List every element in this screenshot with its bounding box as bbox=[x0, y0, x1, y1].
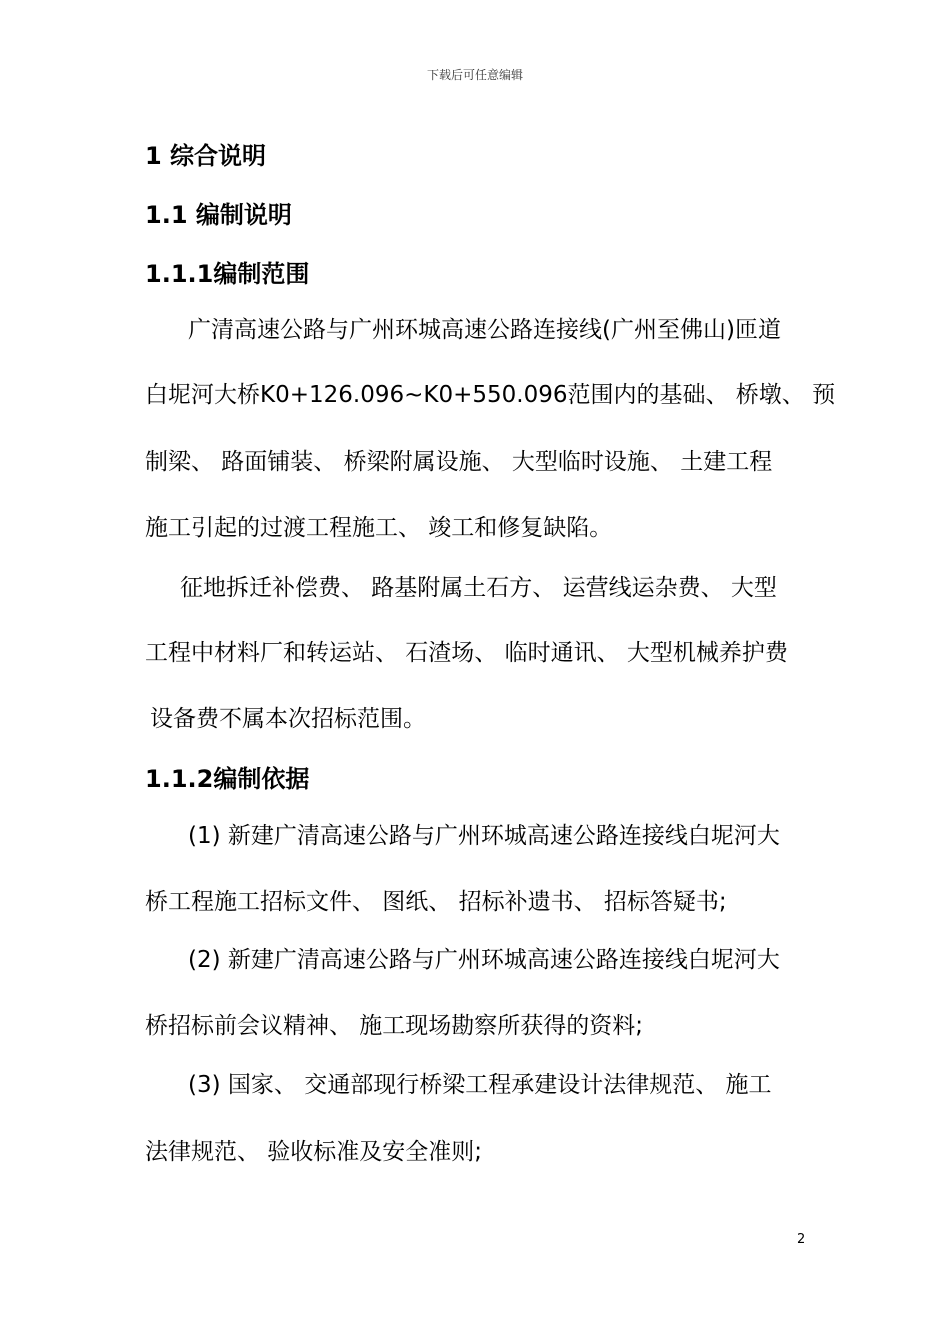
body-line: 广清高速公路与广州环城高速公路连接线(广州至佛山)匝道 bbox=[188, 317, 781, 343]
page-number: 2 bbox=[797, 1232, 806, 1247]
list-item-continued: 桥工程施工招标文件、 图纸、 招标补遗书、 招标答疑书; bbox=[145, 889, 727, 915]
body-line: 施工引起的过渡工程施工、 竣工和修复缺陷。 bbox=[145, 515, 613, 541]
list-item: (3) 国家、 交通部现行桥梁工程承建设计法律规范、 施工 bbox=[188, 1072, 772, 1098]
heading-1-1-1: 1.1.1编制范围 bbox=[145, 260, 310, 288]
heading-1-1: 1.1 编制说明 bbox=[145, 201, 292, 229]
list-item: (2) 新建广清高速公路与广州环城高速公路连接线白坭河大 bbox=[188, 947, 780, 973]
body-line: 设备费不属本次招标范围。 bbox=[150, 706, 426, 732]
heading-1: 1 综合说明 bbox=[145, 142, 267, 170]
list-item: (1) 新建广清高速公路与广州环城高速公路连接线白坭河大 bbox=[188, 823, 780, 849]
list-item-continued: 桥招标前会议精神、 施工现场勘察所获得的资料; bbox=[145, 1013, 644, 1039]
list-item-continued: 法律规范、 验收标准及安全准则; bbox=[145, 1139, 483, 1165]
page-header: 下载后可任意编辑 bbox=[426, 68, 523, 82]
body-line: 征地拆迁补偿费、 路基附属土石方、 运营线运杂费、 大型 bbox=[180, 575, 777, 601]
body-line: 制梁、 路面铺装、 桥梁附属设施、 大型临时设施、 土建工程 bbox=[145, 449, 773, 475]
body-line: 工程中材料厂和转运站、 石渣场、 临时通讯、 大型机械养护费 bbox=[145, 640, 788, 666]
heading-1-1-2: 1.1.2编制依据 bbox=[145, 765, 310, 793]
body-line: 白坭河大桥K0+126.096~K0+550.096范围内的基础、 桥墩、 预 bbox=[145, 382, 836, 408]
